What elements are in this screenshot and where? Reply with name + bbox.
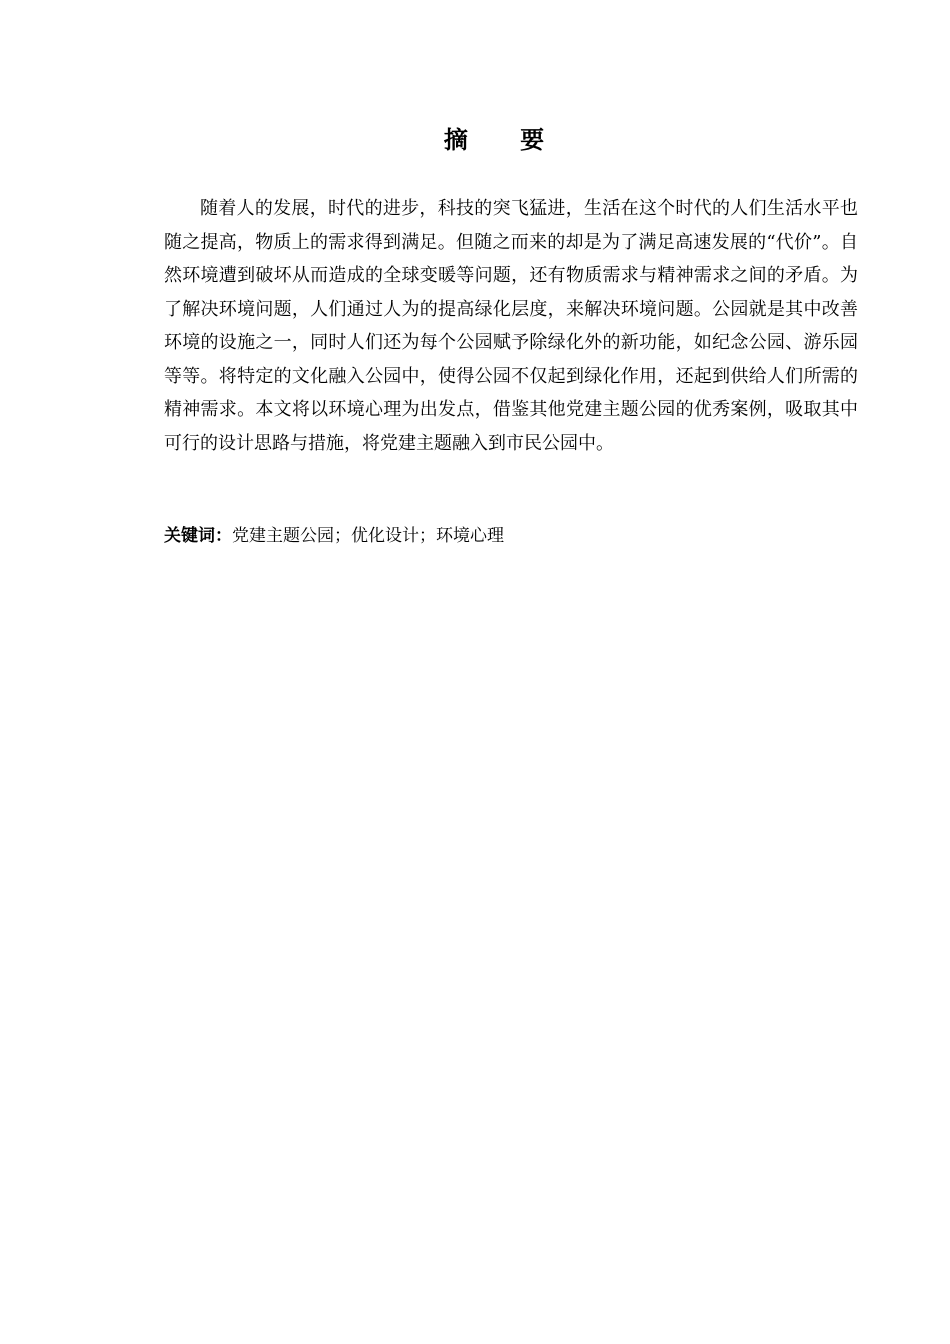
page-title: 摘 要 bbox=[443, 125, 567, 154]
keywords-value: 党建主题公园；优化设计；环境心理 bbox=[232, 526, 504, 546]
keywords-line bbox=[164, 522, 858, 550]
abstract-paragraph: 随着人的发展，时代的进步，科技的突飞猛进，生活在这个时代的人们生活水平也随之提高，物质上的需求得到满足。但随之而来的却是为了满足高速发展的“代价”。自然环境遭到破坏从而造成的全球变暖等问题，还有物质需求与精神需求之间的矛盾。为了解决环境问题，人们通过人为的提高绿化层度，来解决环境问题。公园就是其中改善环境的设施之一，同时人们还为每个公园赋予除绿化外的新功能，如纪念公园、游乐园等等。将特定的文化融入公园中，使得公园不仅起到绿化作用，还起到供给人们所需的精神需求。本文将以环境心理为出发点，借鉴其他党建主题公园的优秀案例，吸取其中可行的设计思路与措施，将党建主题融入到市民公园中。 bbox=[164, 198, 858, 454]
keywords-label: 关键词： bbox=[164, 526, 232, 546]
